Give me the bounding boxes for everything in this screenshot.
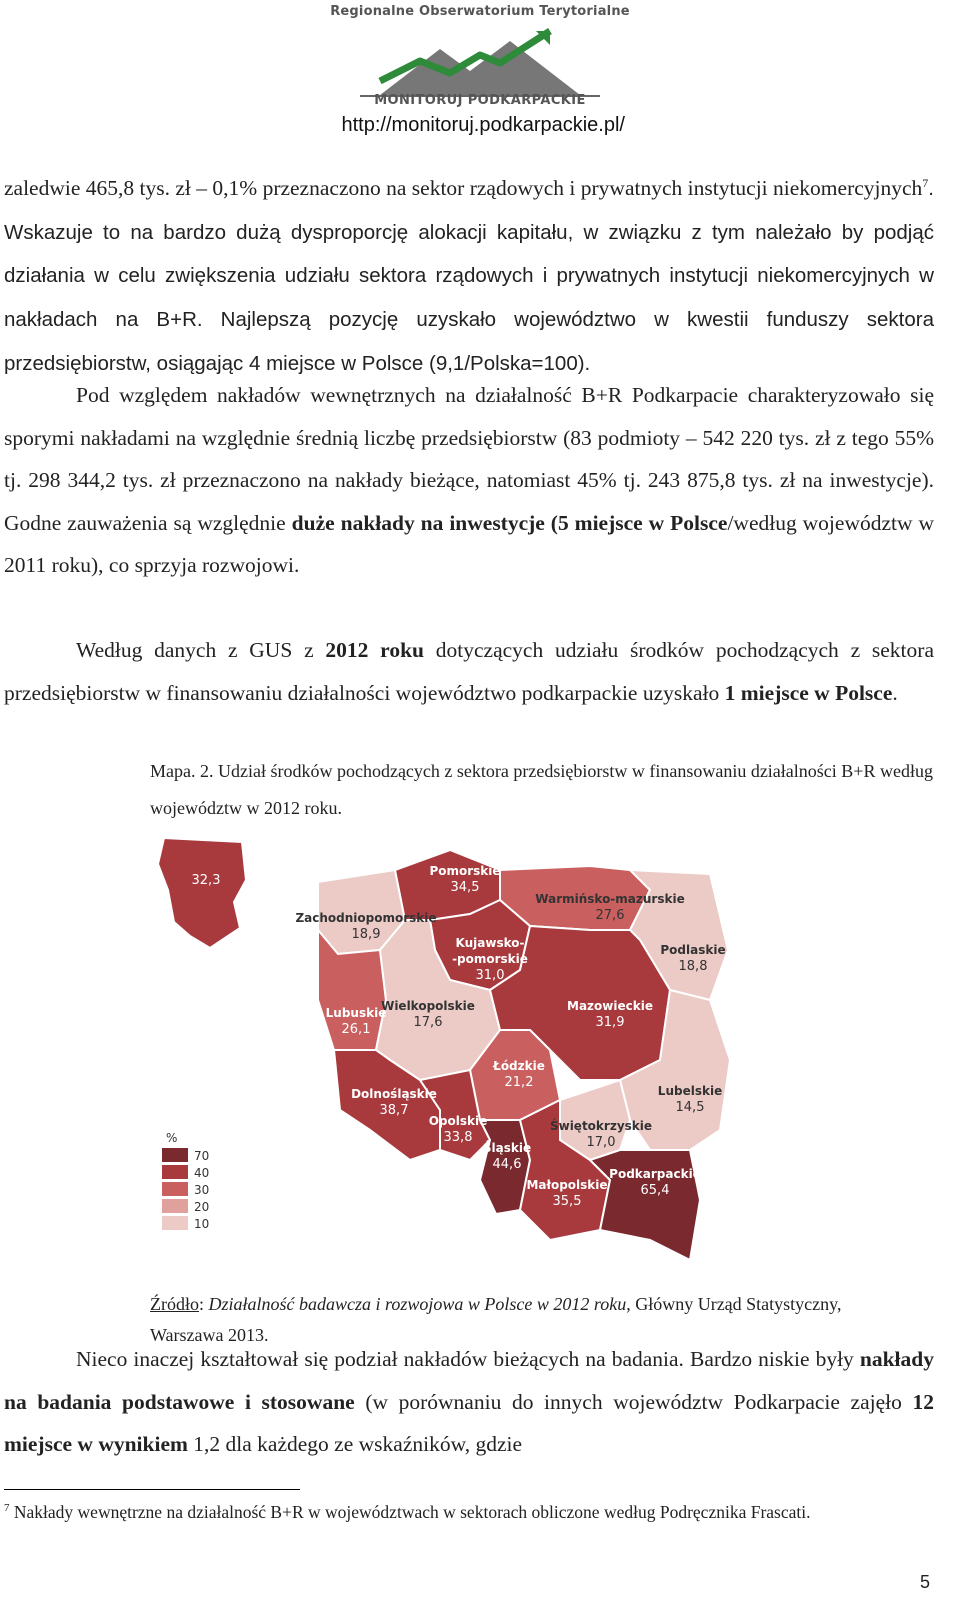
footnote-text: Nakłady wewnętrzne na działalność B+R w województwach w sektorach obliczone według Podręcznika Frascati. — [9, 1502, 811, 1522]
legend-value-10: 10 — [194, 1217, 210, 1231]
value-malopolskie: 35,5 — [552, 1194, 582, 1209]
inset-value: 32,3 — [191, 873, 221, 888]
source-colon: : — [199, 1294, 209, 1314]
paragraph-1 — [4, 162, 934, 385]
legend-value-30: 30 — [194, 1183, 210, 1197]
legend-swatch-70 — [162, 1148, 188, 1162]
source-label: Źródło — [150, 1294, 199, 1314]
value-lodzkie: 21,2 — [504, 1075, 534, 1090]
label-mazowieckie: Mazowieckie — [567, 999, 653, 1013]
footnote — [4, 1502, 810, 1523]
value-lubelskie: 14,5 — [675, 1100, 705, 1115]
header-logo — [330, 4, 630, 114]
label-malopolskie: Małopolskie — [526, 1178, 608, 1192]
legend-title: % — [166, 1131, 178, 1145]
legend-swatch-10 — [162, 1216, 188, 1230]
label-slaskie: Śląskie — [482, 1141, 532, 1155]
legend-swatch-40 — [162, 1165, 188, 1179]
p2-text-c: /według województw w 2011 roku), co sprzyja rozwojowi. — [4, 510, 934, 578]
value-swietokrzyskie: 17,0 — [586, 1135, 616, 1150]
label-zachodniopomorskie: Zachodniopomorskie — [295, 911, 437, 925]
p2-bold: duże nakłady na inwestycje (5 miejsce w Polsce — [291, 510, 728, 535]
paragraph-4 — [4, 1338, 934, 1466]
legend-value-70: 70 — [194, 1149, 210, 1163]
label-swietokrzyskie: Świętokrzyskie — [549, 1119, 653, 1133]
p4-text-b: (w porównaniu do innych województw Podkarpacie zajęło — [354, 1389, 913, 1414]
p2-text-a: Pod względem nakładów wewnętrznych na działalność B+R Podkarpacie charakteryzowało się sporymi nakładami na względnie średnią liczbę przedsiębiorstw (83 podmioty – 542 220 tys. zł z tego 55% tj. 298 344,2 tys. zł przeznaczono na nakłady bieżące, natomiast 45% tj. 243 875,8 tys. zł na inwestycje). Godne zauważenia są względnie — [4, 383, 934, 535]
value-slaskie: 44,6 — [492, 1157, 522, 1172]
mountain-logo-icon — [360, 21, 600, 99]
label-lubuskie: Lubuskie — [325, 1006, 387, 1020]
legend-value-40: 40 — [194, 1166, 210, 1180]
paragraph-2 — [4, 374, 934, 587]
label-lodzkie: Łódzkie — [493, 1059, 545, 1073]
p1-text-a: zaledwie 465,8 tys. zł – 0,1% przeznaczono na sektor rządowych i prywatnych instytucji niekomercyjnych — [4, 176, 923, 201]
label-kujawsko-line1: Kujawsko- — [455, 936, 525, 950]
footnote-divider — [4, 1489, 300, 1490]
label-lubelskie: Lubelskie — [657, 1084, 723, 1098]
label-pomorskie: Pomorskie — [429, 864, 501, 878]
label-wielkopolskie: Wielkopolskie — [381, 999, 475, 1013]
value-wielkopolskie: 17,6 — [413, 1015, 443, 1030]
source-title: Działalność badawcza i rozwojowa w Polsce w 2012 roku — [208, 1294, 627, 1314]
label-dolnoslaskie: Dolnośląskie — [351, 1087, 437, 1101]
header-url[interactable]: http://monitoruj.podkarpackie.pl/ — [341, 114, 625, 136]
p4-bold-1: nakłady na badania podstawowe i stosowane — [4, 1347, 934, 1414]
value-podkarpackie: 65,4 — [640, 1183, 670, 1198]
p3-bold-2: 1 miejsce w Polsce — [724, 680, 893, 705]
map-caption: Mapa. 2. Udział środków pochodzących z sektora przedsiębiorstw w finansowaniu działalności B+R według województw w 2012 roku. — [150, 761, 933, 818]
legend-swatch-30 — [162, 1182, 188, 1196]
label-warminsko-mazurskie: Warmińsko-mazurskie — [535, 892, 685, 906]
footnote-number: 7 — [4, 1502, 10, 1515]
source-rest: , Główny Urząd Statystyczny, Warszawa 2013. — [150, 1294, 842, 1345]
p4-bold-2: 12 miejsce w wynikiem — [4, 1389, 934, 1457]
value-zachodniopomorskie: 18,9 — [351, 927, 381, 942]
p3-text-a: Według danych z GUS z — [76, 638, 326, 662]
p3-text-c: . — [892, 680, 898, 705]
page-number: 5 — [919, 1572, 930, 1592]
p3-text-b: dotyczących udziału środków pochodzących z sektora przedsiębiorstw w finansowaniu działalności województwo podkarpackie uzyskało — [4, 638, 934, 705]
p3-bold-1: 2012 roku — [325, 638, 424, 662]
footnote-ref[interactable]: 7 — [922, 176, 929, 190]
p4-text-a: Nieco inaczej kształtował się podział nakładów bieżących na badania. Bardzo niskie były — [76, 1347, 860, 1371]
legend-value-20: 20 — [194, 1200, 210, 1214]
legend-swatch-20 — [162, 1199, 188, 1213]
brand-name: MONITORUJ PODKARPACKIE — [374, 93, 586, 108]
value-kujawsko-pomorskie: 31,0 — [475, 968, 505, 983]
p4-text-c: 1,2 dla każdego ze wskaźników, gdzie — [187, 1432, 523, 1457]
value-lubuskie: 26,1 — [341, 1022, 371, 1037]
value-podlaskie: 18,8 — [678, 959, 708, 974]
poland-map — [150, 830, 750, 1270]
value-warminsko-mazurskie: 27,6 — [595, 908, 625, 923]
label-kujawsko-pomorskie: -pomorskie — [452, 952, 528, 966]
p1-text-b: . Wskazuje to na bardzo dużą dysproporcję alokacji kapitału, w związku z tym należało by podjąć działania w celu zwiększenia udziału sektora rządowych i prywatnych instytucji niekomercyjnych w nakładach na B+R. Najlepszą pozycję uzyskało województwo w kwestii funduszy sektora przedsiębiorstw, osiągając 4 miejsce w Polsce (9,1/Polska=100). — [4, 177, 934, 375]
map-legend — [162, 1131, 209, 1231]
value-dolnoslaskie: 38,7 — [379, 1103, 409, 1118]
value-opolskie: 33,8 — [443, 1130, 473, 1145]
inset-shape — [158, 838, 246, 948]
value-mazowieckie: 31,9 — [595, 1015, 625, 1030]
org-name: Regionalne Obserwatorium Terytorialne — [330, 4, 630, 19]
label-opolskie: Opolskie — [428, 1114, 488, 1128]
label-podkarpackie: Podkarpackie — [609, 1167, 701, 1181]
paragraph-3 — [4, 629, 934, 714]
value-pomorskie: 34,5 — [450, 880, 480, 895]
label-podlaskie: Podlaskie — [660, 943, 726, 957]
